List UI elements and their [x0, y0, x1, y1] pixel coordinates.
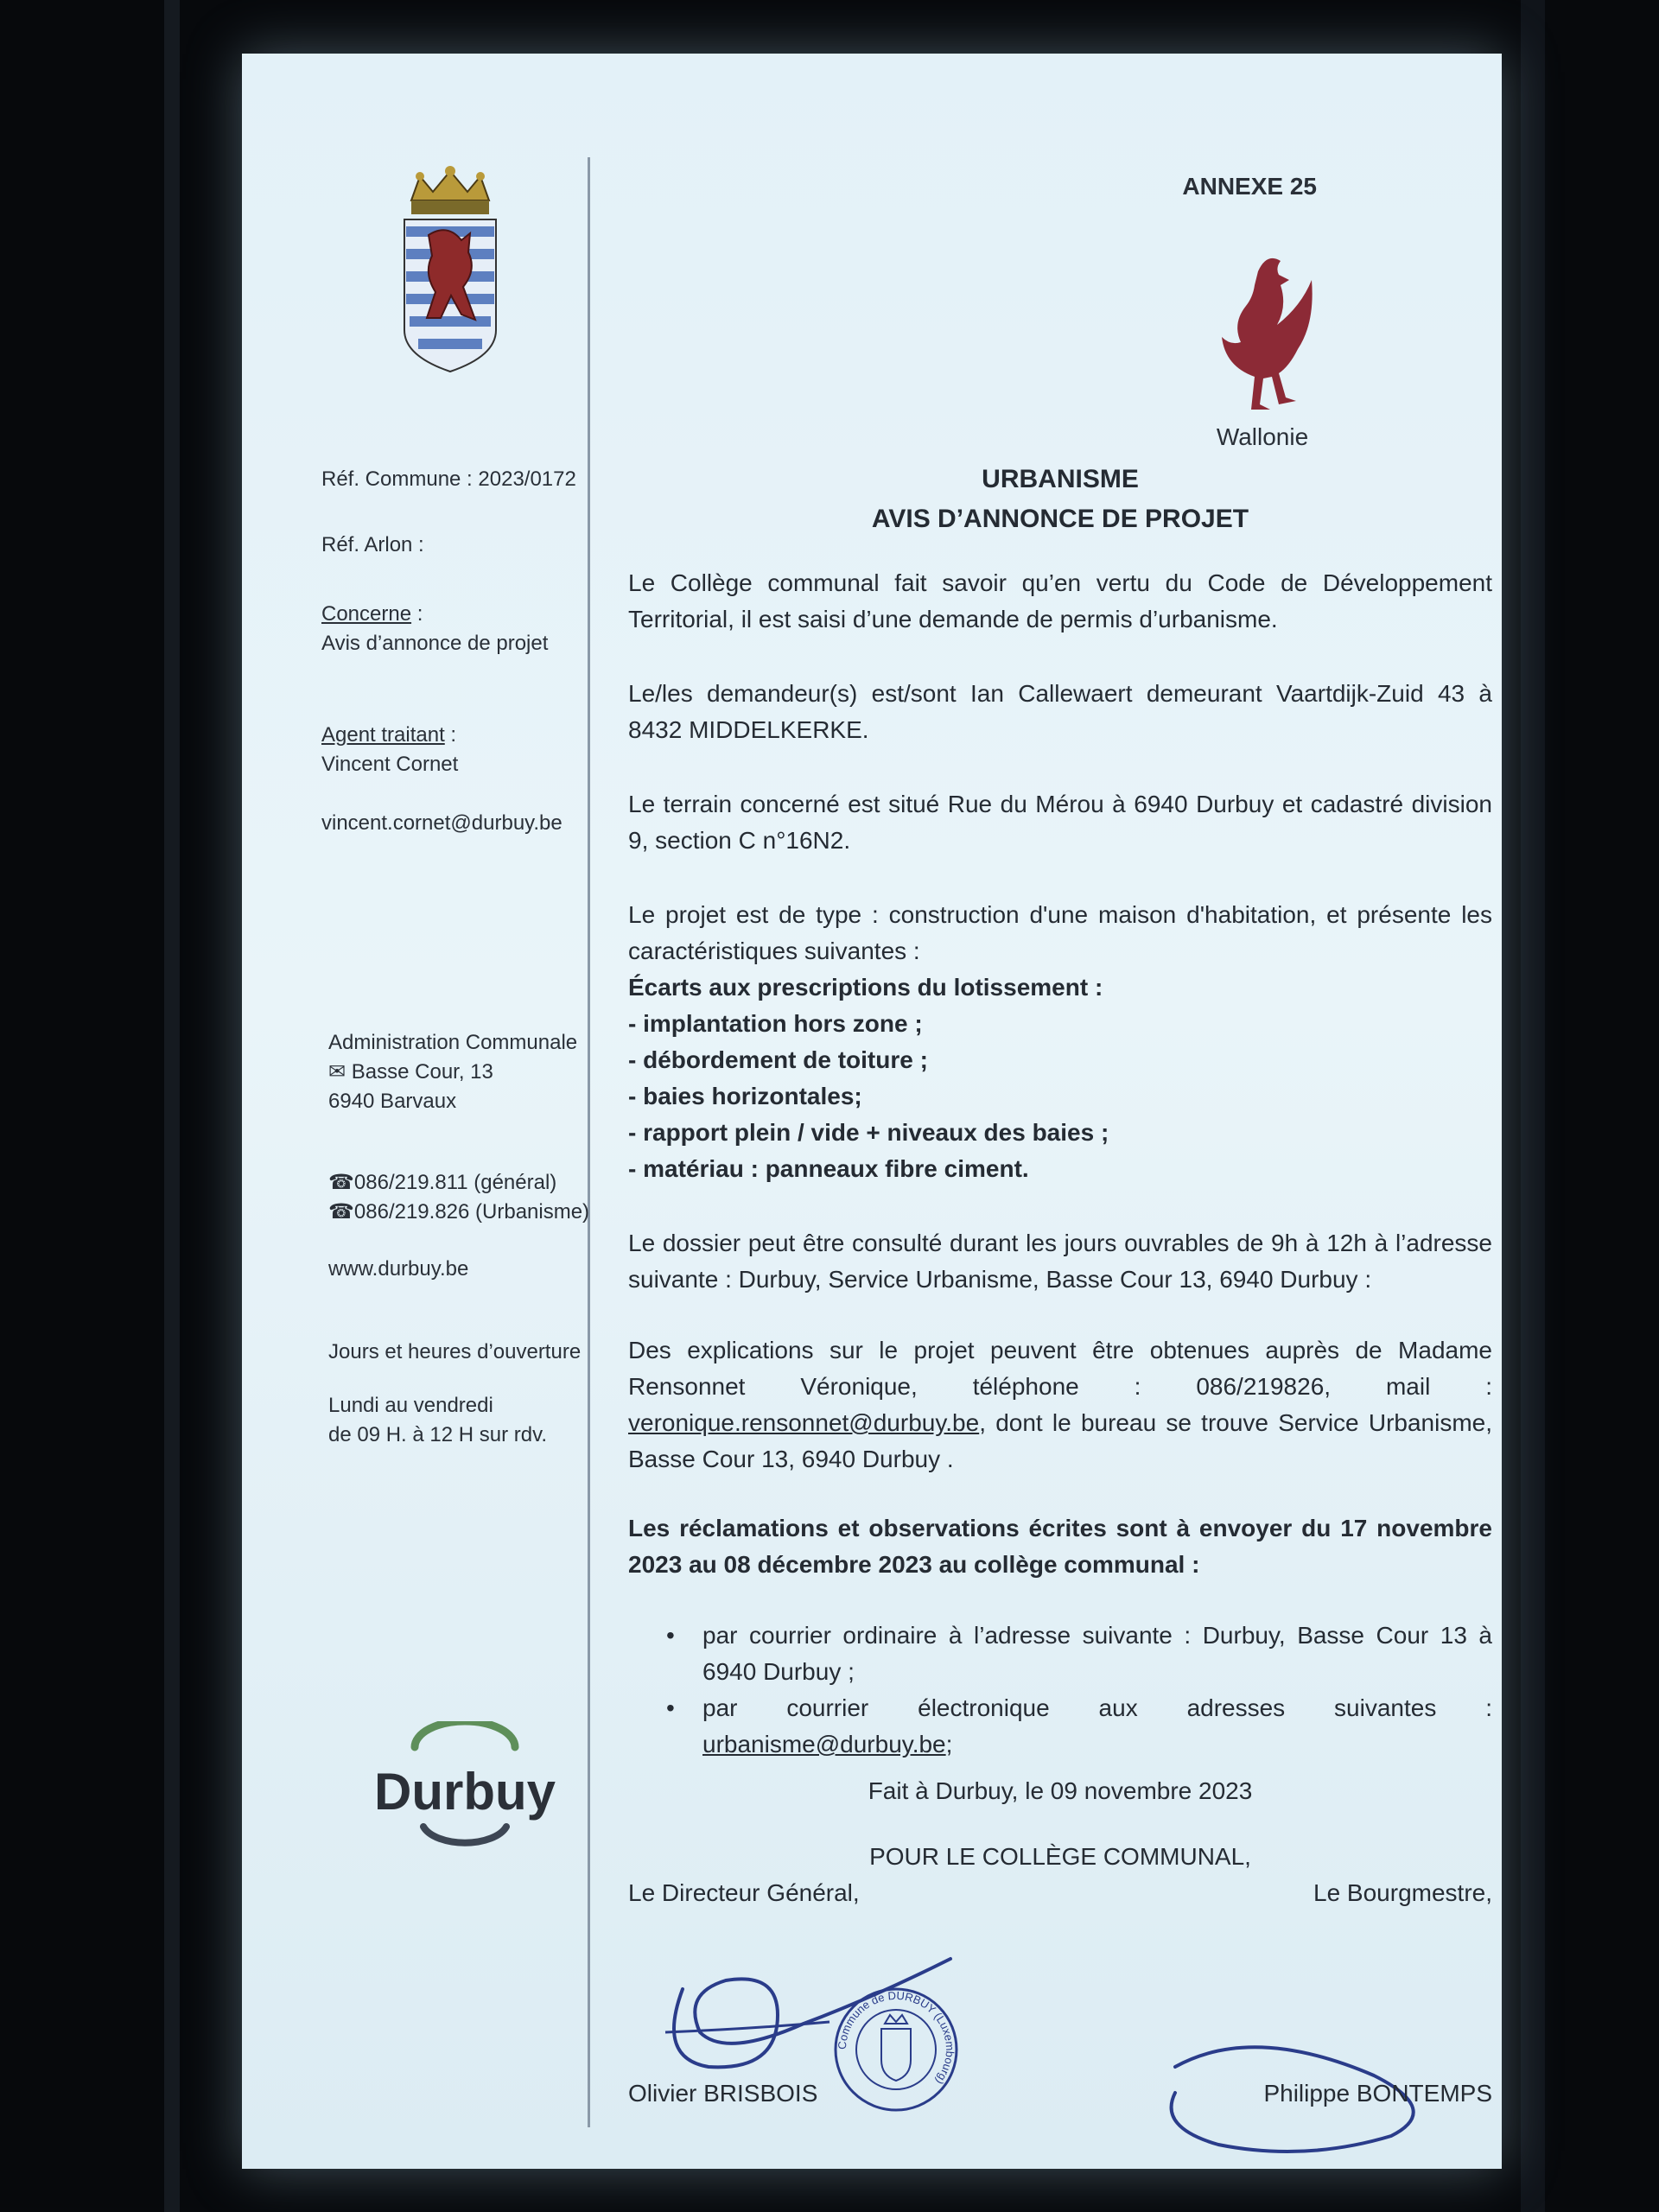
ref-commune: Réf. Commune : 2023/0172 [321, 467, 576, 491]
svg-text:Commune de DURBUY (Luxembourg) [836, 1989, 957, 2088]
wallonie-label: Wallonie [1216, 423, 1309, 450]
agent-label: Agent traitant : [321, 723, 457, 747]
admin-street: ✉ Basse Cour, 13 [328, 1060, 493, 1084]
durbuy-logo [361, 1721, 569, 1859]
paragraph-reclamations: Les réclamations et observations écrites sont à envoyer du 17 novembre 2023 au 08 décembre 2023 au collège communal : [628, 1515, 1492, 1578]
hours-days: Lundi au vendredi [328, 1394, 493, 1417]
title-line-2: AVIS D’ANNONCE DE PROJET [871, 505, 1249, 533]
durbuy-logo-text: Durbuy [374, 1763, 556, 1821]
ecarts-block [628, 969, 1492, 1187]
ecart-item: - baies horizontales; [628, 1083, 862, 1109]
ecart-item: - débordement de toiture ; [628, 1046, 928, 1073]
hours-time: de 09 H. à 12 H sur rdv. [328, 1423, 548, 1446]
list-item: • par courrier ordinaire à l’adresse suivante : Durbuy, Basse Cour 13 à 6940 Durbuy ; [628, 1618, 1492, 1690]
bourgmestre-name: Philippe BONTEMPS [1263, 2080, 1492, 2107]
ecart-item: - matériau : panneaux fibre ciment. [628, 1155, 1029, 1182]
screen-frame-right [1521, 0, 1545, 2212]
list-item: • par courrier électronique aux adresses suivantes : urbanisme@durbuy.be; [628, 1690, 1492, 1763]
agent-email[interactable]: vincent.cornet@durbuy.be [321, 811, 563, 835]
directeur-name: Olivier BRISBOIS [628, 2080, 818, 2107]
paragraph-explanations: Des explications sur le projet peuvent être obtenues auprès de Madame Rensonnet Véronique, téléphone : 086/219826, mail : veronique.rensonnet@durbuy.be, dont le bureau se trouve Service Urbanisme, Basse Cour 13, 6940 Durbuy . [628, 1337, 1492, 1472]
contact-email-link[interactable]: veronique.rensonnet@durbuy.be [628, 1409, 980, 1436]
paragraph-applicant: Le/les demandeur(s) est/sont Ian Callewaert demeurant Vaartdijk-Zuid 43 à 8432 MIDDELKERKE. [628, 680, 1492, 743]
ecart-item: - implantation hors zone ; [628, 1010, 923, 1037]
concerne-label: Concerne : [321, 602, 423, 626]
title-line-1: URBANISME [982, 465, 1139, 493]
fait-line: Fait à Durbuy, le 09 novembre 2023 [868, 1777, 1253, 1804]
annexe-label: ANNEXE 25 [1182, 173, 1317, 200]
municipal-crest-icon [394, 166, 506, 382]
submission-list [628, 1618, 1492, 1763]
column-divider [588, 157, 590, 2127]
paragraph-location: Le terrain concerné est situé Rue du Mérou à 6940 Durbuy et cadastré division 9, section C n°16N2. [628, 791, 1492, 854]
phone-general[interactable]: ☎086/219.811 (général) [328, 1171, 557, 1194]
hours-label: Jours et heures d’ouverture [328, 1340, 582, 1363]
urbanisme-email-link[interactable]: urbanisme@durbuy.be [702, 1731, 946, 1758]
ecarts-title: Écarts aux prescriptions du lotissement : [628, 974, 1103, 1001]
concerne-value: Avis d’annonce de projet [321, 632, 549, 655]
notice-document [242, 54, 1502, 2169]
screen-frame-left [164, 0, 180, 2212]
ref-arlon: Réf. Arlon : [321, 533, 424, 556]
pour-college: POUR LE COLLÈGE COMMUNAL, [869, 1843, 1251, 1870]
admin-city: 6940 Barvaux [328, 1090, 457, 1113]
notice-title [628, 460, 1492, 539]
agent-name: Vincent Cornet [321, 753, 459, 776]
wallonie-rooster-icon [1206, 245, 1319, 427]
ecart-item: - rapport plein / vide + niveaux des baies ; [628, 1119, 1109, 1146]
paragraph-consultation: Le dossier peut être consulté durant les jours ouvrables de 9h à 12h à l’adresse suivante : Durbuy, Service Urbanisme, Basse Cour 13, 6940 Durbuy : [628, 1230, 1492, 1293]
admin-name: Administration Communale [328, 1031, 578, 1054]
paragraph-project-type: Le projet est de type : construction d'une maison d'habitation, et présente les caractéristiques suivantes : [628, 901, 1492, 964]
website-link[interactable]: www.durbuy.be [328, 1257, 469, 1281]
phone-urbanisme[interactable]: ☎086/219.826 (Urbanisme) [328, 1200, 590, 1224]
paragraph-intro: Le Collège communal fait savoir qu’en vertu du Code de Développement Territorial, il est saisi d’une demande de permis d’urbanisme. [628, 569, 1492, 632]
bourgmestre-title: Le Bourgmestre, [1313, 1879, 1492, 1906]
seal-text: Commune de DURBUY (Luxembourg) [835, 1988, 957, 2088]
directeur-title: Le Directeur Général, [628, 1879, 860, 1906]
